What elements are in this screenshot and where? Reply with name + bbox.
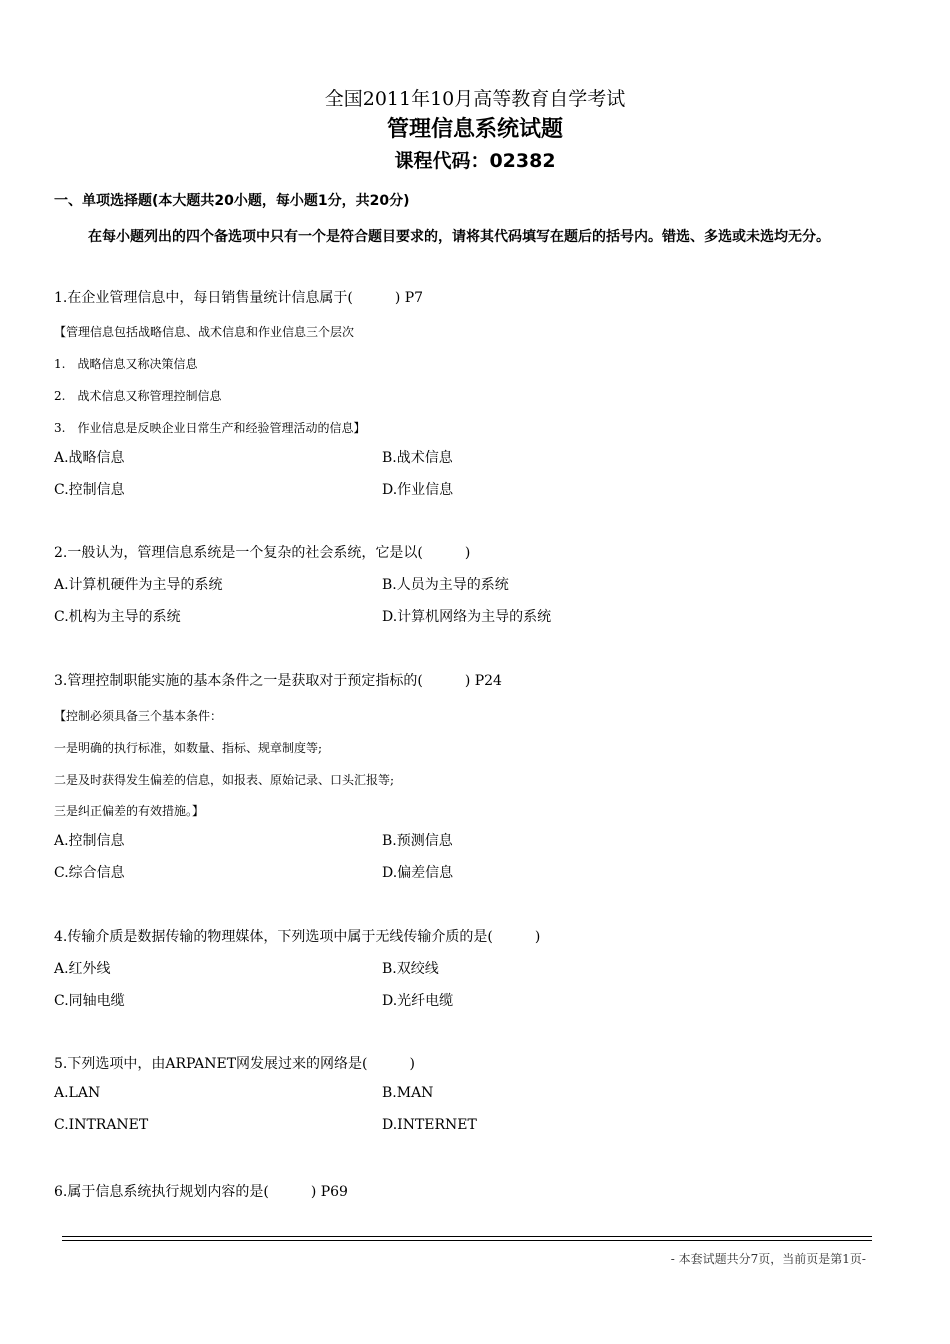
question-5-option-c: C.INTRANET xyxy=(54,1117,149,1133)
question-2-option-d: D.计算机网络为主导的系统 xyxy=(382,609,552,625)
question-4-option-a: A.红外线 xyxy=(54,961,111,977)
page-footer: - 本套试题共分7页，当前页是第1页- xyxy=(670,1252,866,1266)
question-5-stem: 5.下列选项中，由ARPANET网发展过来的网络是( ) xyxy=(54,1056,415,1072)
question-3-option-a: A.控制信息 xyxy=(54,833,125,849)
footer-divider xyxy=(62,1236,872,1237)
question-2-option-b: B.人员为主导的系统 xyxy=(382,577,509,593)
question-1-option-d: D.作业信息 xyxy=(382,482,454,498)
section-heading: 一、单项选择题(本大题共20小题，每小题1分，共20分) xyxy=(54,193,410,209)
question-1-option-b: B.战术信息 xyxy=(382,450,453,466)
question-3-note: 三是纠正偏差的有效措施。】 xyxy=(54,804,205,818)
question-3-stem: 3.管理控制职能实施的基本条件之一是获取对于预定指标的( ) P24 xyxy=(54,673,502,689)
question-5-option-b: B.MAN xyxy=(382,1085,434,1101)
subject-title: 管理信息系统试题 xyxy=(386,117,563,142)
question-1-option-c: C.控制信息 xyxy=(54,482,125,498)
question-4-option-c: C.同轴电缆 xyxy=(54,993,125,1009)
question-2-stem: 2.一般认为，管理信息系统是一个复杂的社会系统，它是以( ) xyxy=(54,545,471,561)
question-1-option-a: A.战略信息 xyxy=(54,450,125,466)
exam-title: 全国2011年10月高等教育自学考试 xyxy=(324,88,626,110)
course-code: 课程代码：02382 xyxy=(394,150,556,172)
question-4-option-d: D.光纤电缆 xyxy=(382,993,454,1009)
question-3-note: 【控制必须具备三个基本条件： xyxy=(54,709,223,723)
question-3-note: 二是及时获得发生偏差的信息，如报表、原始记录、口头汇报等; xyxy=(54,773,395,787)
question-3-option-c: C.综合信息 xyxy=(54,865,125,881)
question-1-note: 2. 战术信息又称管理控制信息 xyxy=(54,389,222,403)
question-3-option-d: D.偏差信息 xyxy=(382,865,454,881)
question-1-note: 3. 作业信息是反映企业日常生产和经验管理活动的信息】 xyxy=(54,421,366,435)
question-1-note: 1. 战略信息又称决策信息 xyxy=(54,357,198,371)
question-2-option-c: C.机构为主导的系统 xyxy=(54,609,181,625)
question-2-option-a: A.计算机硬件为主导的系统 xyxy=(54,577,223,593)
question-1-note: 【管理信息包括战略信息、战术信息和作业信息三个层次 xyxy=(54,325,355,339)
question-3-note: 一是明确的执行标准，如数量、指标、规章制度等; xyxy=(54,741,323,755)
question-4-stem: 4.传输介质是数据传输的物理媒体，下列选项中属于无线传输介质的是( ) xyxy=(54,929,541,945)
question-3-option-b: B.预测信息 xyxy=(382,833,453,849)
section-instructions: 在每小题列出的四个备选项中只有一个是符合题目要求的，请将其代码填写在题后的括号内。错选、多选或未选均无分。 xyxy=(88,229,830,245)
question-4-option-b: B.双绞线 xyxy=(382,961,439,977)
question-5-option-d: D.INTERNET xyxy=(382,1117,477,1133)
footer-divider xyxy=(62,1240,872,1241)
question-5-option-a: A.LAN xyxy=(54,1085,101,1101)
question-1-stem: 1.在企业管理信息中，每日销售量统计信息属于( ) P7 xyxy=(54,290,424,306)
question-6-stem: 6.属于信息系统执行规划内容的是( ) P69 xyxy=(54,1184,348,1200)
